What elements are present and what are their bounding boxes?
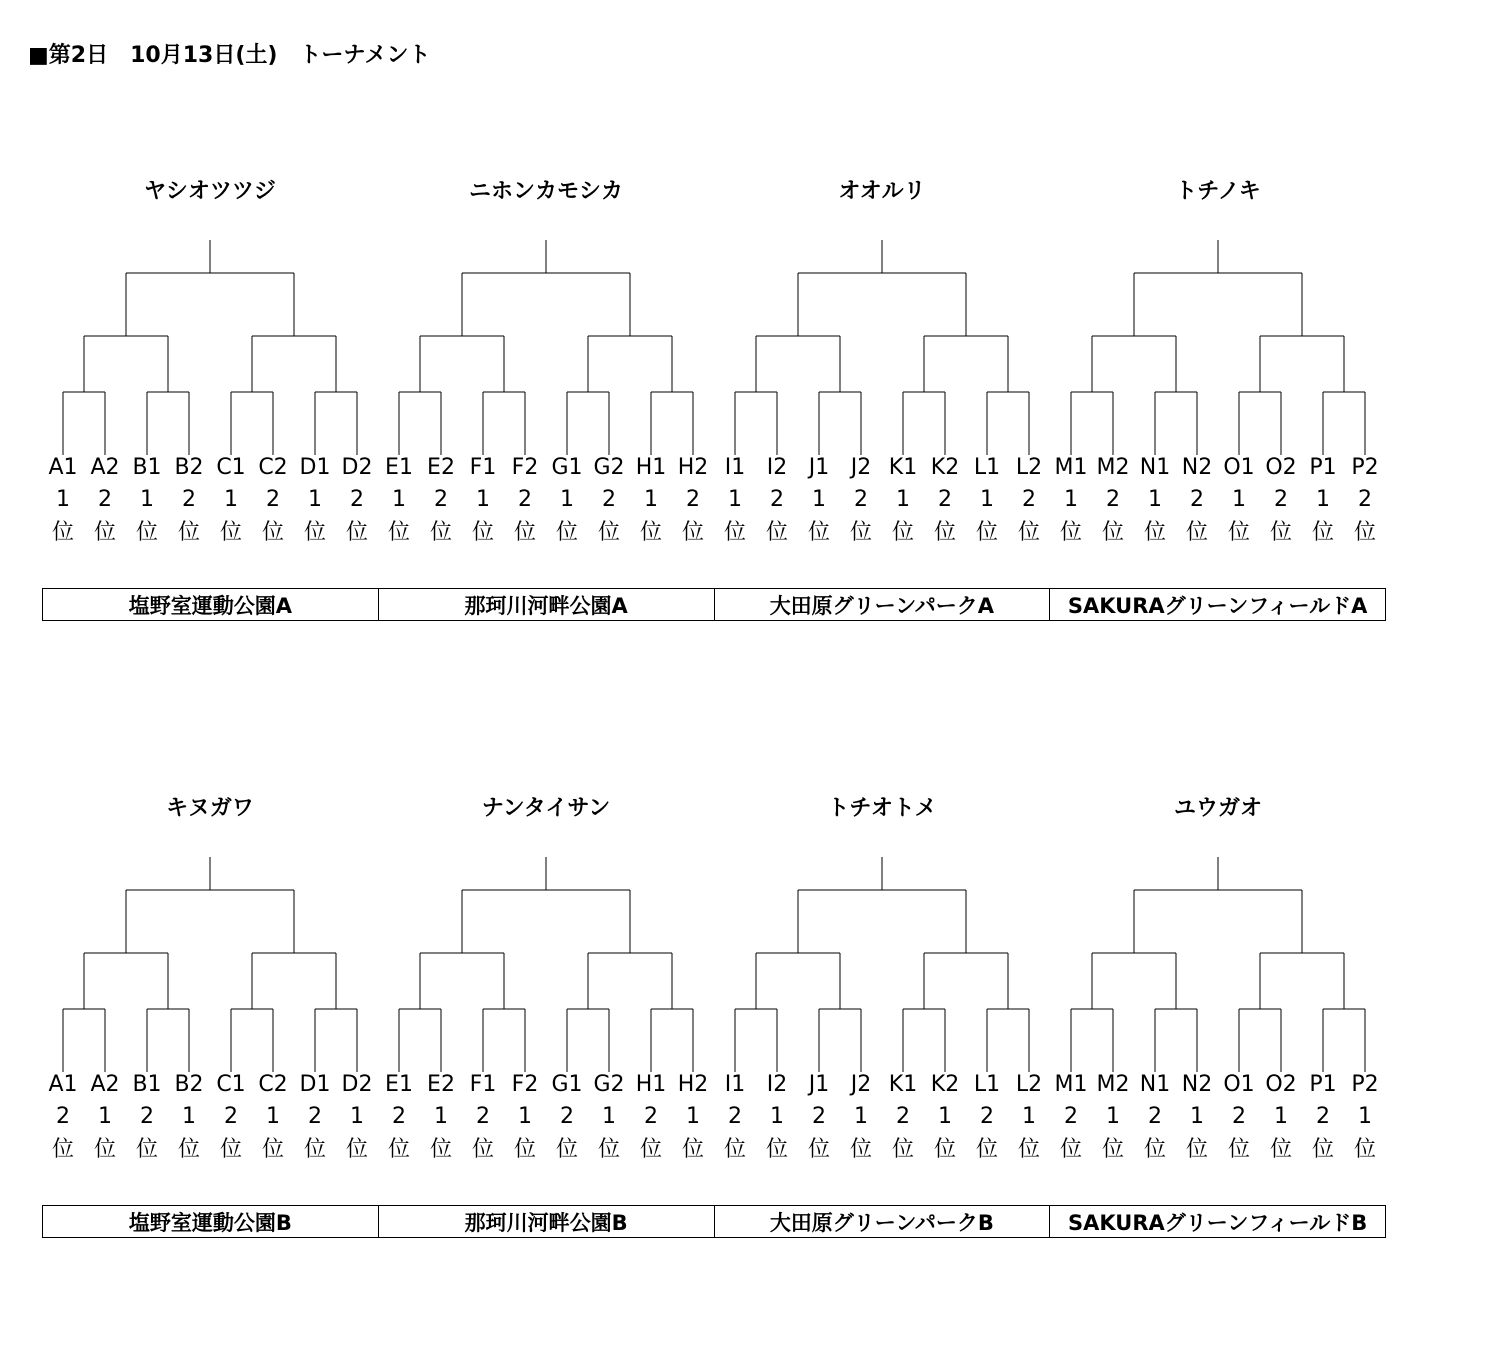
- slot-rank: 1: [560, 487, 574, 512]
- slot-rank: 2: [266, 487, 280, 512]
- slot-label: O1: [1223, 455, 1255, 480]
- slot-label: I1: [724, 455, 746, 480]
- slot-rank-suffix: 位: [765, 1137, 789, 1162]
- slot-rank-suffix: 位: [681, 1137, 705, 1162]
- slot-rank-suffix: 位: [51, 1137, 75, 1162]
- slot-rank-suffix: 位: [51, 520, 75, 545]
- slot-rank-suffix: 位: [639, 520, 663, 545]
- slot-rank: 1: [1358, 1104, 1372, 1129]
- venue-cell: SAKURAグリーンフィールドB: [1049, 1206, 1385, 1237]
- slot-rank: 2: [812, 1104, 826, 1129]
- slot-label: J2: [850, 1072, 872, 1097]
- slot-label: I2: [766, 1072, 788, 1097]
- slot-rank-suffix: 位: [1269, 1137, 1293, 1162]
- slot-rank-suffix: 位: [513, 520, 537, 545]
- venue-cell: 那珂川河畔公園B: [378, 1206, 714, 1237]
- slot-rank-suffix: 位: [93, 520, 117, 545]
- slot-label: D2: [341, 1072, 373, 1097]
- slot-label: M1: [1054, 455, 1088, 480]
- slot-label: J1: [808, 455, 830, 480]
- slot-label: P1: [1309, 1072, 1337, 1097]
- slot-rank-suffix: 位: [891, 1137, 915, 1162]
- slot-rank: 2: [392, 1104, 406, 1129]
- slot-label: O1: [1223, 1072, 1255, 1097]
- venue-cell: 大田原グリーンパークB: [714, 1206, 1050, 1237]
- slot-rank-suffix: 位: [1227, 520, 1251, 545]
- slot-rank: 1: [980, 487, 994, 512]
- slot-rank-suffix: 位: [135, 520, 159, 545]
- slot-label: C1: [216, 1072, 246, 1097]
- slot-rank-suffix: 位: [723, 520, 747, 545]
- slot-rank: 1: [350, 1104, 364, 1129]
- slot-rank: 1: [1232, 487, 1246, 512]
- slot-label: N2: [1181, 455, 1213, 480]
- slot-rank-suffix: 位: [219, 520, 243, 545]
- slot-rank-suffix: 位: [1353, 520, 1377, 545]
- slot-rank: 1: [1148, 487, 1162, 512]
- slot-label: J2: [850, 455, 872, 480]
- slot-rank-suffix: 位: [933, 520, 957, 545]
- slot-rank: 1: [644, 487, 658, 512]
- page-title: ■第2日 10月13日(土) トーナメント: [28, 43, 431, 68]
- slot-rank: 2: [98, 487, 112, 512]
- slot-rank-suffix: 位: [555, 520, 579, 545]
- slot-rank: 2: [896, 1104, 910, 1129]
- slot-label: H2: [677, 455, 709, 480]
- slot-rank: 1: [1316, 487, 1330, 512]
- slot-rank: 1: [182, 1104, 196, 1129]
- slot-rank: 2: [1064, 1104, 1078, 1129]
- slot-label: P2: [1351, 455, 1379, 480]
- slot-rank: 2: [1190, 487, 1204, 512]
- slot-rank-suffix: 位: [1143, 1137, 1167, 1162]
- slot-rank-suffix: 位: [1101, 520, 1125, 545]
- slot-label: E2: [427, 455, 455, 480]
- slot-rank-suffix: 位: [1143, 520, 1167, 545]
- slot-label: K2: [930, 455, 960, 480]
- venue-row-b: [42, 1205, 1386, 1238]
- bracket-name: トチオトメ: [827, 796, 937, 821]
- slot-rank-suffix: 位: [303, 520, 327, 545]
- slot-label: B2: [174, 455, 204, 480]
- slot-label: D2: [341, 455, 373, 480]
- slot-rank-suffix: 位: [345, 520, 369, 545]
- slot-label: J1: [808, 1072, 830, 1097]
- slot-label: G1: [551, 1072, 583, 1097]
- slot-rank-suffix: 位: [303, 1137, 327, 1162]
- slot-rank: 2: [686, 487, 700, 512]
- slot-label: E2: [427, 1072, 455, 1097]
- slot-rank: 2: [1316, 1104, 1330, 1129]
- slot-rank-suffix: 位: [639, 1137, 663, 1162]
- slot-label: A1: [48, 1072, 78, 1097]
- slot-rank: 1: [602, 1104, 616, 1129]
- slot-rank: 2: [476, 1104, 490, 1129]
- slot-rank: 1: [518, 1104, 532, 1129]
- slot-rank: 2: [140, 1104, 154, 1129]
- slot-rank: 1: [308, 487, 322, 512]
- slot-label: A2: [90, 1072, 120, 1097]
- slot-rank-suffix: 位: [597, 520, 621, 545]
- slot-rank: 1: [854, 1104, 868, 1129]
- slot-rank: 1: [1064, 487, 1078, 512]
- slot-rank-suffix: 位: [1311, 1137, 1335, 1162]
- slot-rank: 2: [1274, 487, 1288, 512]
- slot-rank-suffix: 位: [219, 1137, 243, 1162]
- slot-label: G2: [593, 455, 625, 480]
- venue-cell: 大田原グリーンパークA: [714, 589, 1050, 620]
- slot-rank: 2: [56, 1104, 70, 1129]
- slot-rank-suffix: 位: [807, 520, 831, 545]
- slot-rank: 2: [518, 487, 532, 512]
- slot-label: M2: [1096, 1072, 1130, 1097]
- slot-label: D1: [299, 455, 331, 480]
- slot-label: M2: [1096, 455, 1130, 480]
- slot-rank: 1: [812, 487, 826, 512]
- slot-rank-suffix: 位: [261, 1137, 285, 1162]
- slot-rank-suffix: 位: [261, 520, 285, 545]
- slot-rank: 2: [938, 487, 952, 512]
- slot-label: N1: [1139, 1072, 1171, 1097]
- slot-rank: 1: [1190, 1104, 1204, 1129]
- venue-cell: 那珂川河畔公園A: [378, 589, 714, 620]
- slot-label: G2: [593, 1072, 625, 1097]
- slot-label: L1: [973, 1072, 1001, 1097]
- bracket-name: ナンタイサン: [481, 796, 611, 821]
- slot-rank: 1: [1022, 1104, 1036, 1129]
- slot-rank-suffix: 位: [1017, 520, 1041, 545]
- slot-rank-suffix: 位: [597, 1137, 621, 1162]
- slot-label: O2: [1265, 455, 1297, 480]
- slot-label: O2: [1265, 1072, 1297, 1097]
- slot-rank: 1: [686, 1104, 700, 1129]
- venue-cell: SAKURAグリーンフィールドA: [1049, 589, 1385, 620]
- slot-label: P1: [1309, 455, 1337, 480]
- slot-label: B2: [174, 1072, 204, 1097]
- slot-rank: 1: [392, 487, 406, 512]
- slot-label: K1: [888, 1072, 918, 1097]
- venue-row-a: [42, 588, 1386, 621]
- slot-label: C1: [216, 455, 246, 480]
- slot-rank: 2: [602, 487, 616, 512]
- slot-label: F2: [511, 455, 539, 480]
- slot-rank: 2: [434, 487, 448, 512]
- bracket-name: トチノキ: [1175, 179, 1261, 204]
- bracket-name: ヤシオツツジ: [144, 179, 276, 204]
- bracket-name: ニホンカモシカ: [468, 179, 624, 204]
- slot-rank-suffix: 位: [471, 520, 495, 545]
- slot-rank-suffix: 位: [177, 1137, 201, 1162]
- slot-rank: 1: [98, 1104, 112, 1129]
- slot-rank-suffix: 位: [1101, 1137, 1125, 1162]
- slot-label: N1: [1139, 455, 1171, 480]
- bracket-name: オオルリ: [838, 179, 926, 204]
- slot-rank-suffix: 位: [471, 1137, 495, 1162]
- slot-rank-suffix: 位: [975, 520, 999, 545]
- slot-label: B1: [132, 455, 162, 480]
- slot-rank: 2: [1232, 1104, 1246, 1129]
- slot-rank: 1: [938, 1104, 952, 1129]
- slot-rank: 2: [980, 1104, 994, 1129]
- slot-rank-suffix: 位: [135, 1137, 159, 1162]
- slot-rank: 2: [728, 1104, 742, 1129]
- slot-label: G1: [551, 455, 583, 480]
- slot-rank-suffix: 位: [1185, 520, 1209, 545]
- slot-rank-suffix: 位: [1227, 1137, 1251, 1162]
- slot-rank: 1: [1106, 1104, 1120, 1129]
- slot-rank: 1: [140, 487, 154, 512]
- slot-rank-suffix: 位: [975, 1137, 999, 1162]
- slot-label: A2: [90, 455, 120, 480]
- slot-rank: 2: [1022, 487, 1036, 512]
- slot-rank: 2: [224, 1104, 238, 1129]
- slot-rank-suffix: 位: [387, 1137, 411, 1162]
- slot-label: P2: [1351, 1072, 1379, 1097]
- slot-rank: 1: [476, 487, 490, 512]
- slot-rank: 1: [896, 487, 910, 512]
- slot-rank-suffix: 位: [1185, 1137, 1209, 1162]
- slot-rank-suffix: 位: [1269, 520, 1293, 545]
- slot-label: H1: [635, 455, 667, 480]
- slot-label: M1: [1054, 1072, 1088, 1097]
- slot-rank: 2: [182, 487, 196, 512]
- slot-rank-suffix: 位: [891, 520, 915, 545]
- slot-rank: 1: [434, 1104, 448, 1129]
- slot-rank: 2: [1358, 487, 1372, 512]
- slot-rank-suffix: 位: [849, 1137, 873, 1162]
- slot-label: F1: [469, 1072, 497, 1097]
- slot-rank-suffix: 位: [177, 520, 201, 545]
- slot-label: C2: [258, 455, 288, 480]
- venue-cell: 塩野室運動公園B: [128, 1210, 292, 1235]
- slot-rank: 1: [728, 487, 742, 512]
- slot-label: E1: [385, 455, 413, 480]
- slot-label: E1: [385, 1072, 413, 1097]
- slot-label: L1: [973, 455, 1001, 480]
- slot-label: I2: [766, 455, 788, 480]
- slot-label: B1: [132, 1072, 162, 1097]
- slot-label: K1: [888, 455, 918, 480]
- slot-rank-suffix: 位: [93, 1137, 117, 1162]
- slot-rank: 1: [56, 487, 70, 512]
- slot-label: K2: [930, 1072, 960, 1097]
- slot-rank-suffix: 位: [849, 520, 873, 545]
- slot-rank: 2: [1148, 1104, 1162, 1129]
- slot-rank-suffix: 位: [1353, 1137, 1377, 1162]
- slot-rank-suffix: 位: [723, 1137, 747, 1162]
- slot-rank: 2: [560, 1104, 574, 1129]
- slot-label: L2: [1015, 455, 1043, 480]
- venue-cell: 塩野室運動公園A: [128, 593, 292, 618]
- slot-rank-suffix: 位: [429, 1137, 453, 1162]
- slot-rank: 2: [644, 1104, 658, 1129]
- slot-rank-suffix: 位: [555, 1137, 579, 1162]
- slot-rank-suffix: 位: [1311, 520, 1335, 545]
- slot-label: H2: [677, 1072, 709, 1097]
- bracket-name: ユウガオ: [1173, 796, 1263, 821]
- slot-label: F1: [469, 455, 497, 480]
- slot-rank-suffix: 位: [429, 520, 453, 545]
- slot-rank-suffix: 位: [513, 1137, 537, 1162]
- slot-rank: 1: [266, 1104, 280, 1129]
- slot-rank: 2: [770, 487, 784, 512]
- slot-rank-suffix: 位: [765, 520, 789, 545]
- slot-label: I1: [724, 1072, 746, 1097]
- slot-rank: 2: [308, 1104, 322, 1129]
- slot-label: H1: [635, 1072, 667, 1097]
- slot-rank: 1: [224, 487, 238, 512]
- slot-rank-suffix: 位: [1059, 1137, 1083, 1162]
- slot-rank: 2: [854, 487, 868, 512]
- slot-rank: 1: [1274, 1104, 1288, 1129]
- slot-label: C2: [258, 1072, 288, 1097]
- slot-label: F2: [511, 1072, 539, 1097]
- slot-rank: 1: [770, 1104, 784, 1129]
- slot-rank-suffix: 位: [681, 520, 705, 545]
- slot-label: L2: [1015, 1072, 1043, 1097]
- slot-rank-suffix: 位: [933, 1137, 957, 1162]
- slot-rank-suffix: 位: [387, 520, 411, 545]
- slot-rank-suffix: 位: [1017, 1137, 1041, 1162]
- slot-rank: 2: [350, 487, 364, 512]
- bracket-name: キヌガワ: [166, 796, 254, 821]
- slot-label: A1: [48, 455, 78, 480]
- slot-rank-suffix: 位: [807, 1137, 831, 1162]
- slot-label: D1: [299, 1072, 331, 1097]
- slot-rank-suffix: 位: [1059, 520, 1083, 545]
- slot-rank: 2: [1106, 487, 1120, 512]
- slot-label: N2: [1181, 1072, 1213, 1097]
- slot-rank-suffix: 位: [345, 1137, 369, 1162]
